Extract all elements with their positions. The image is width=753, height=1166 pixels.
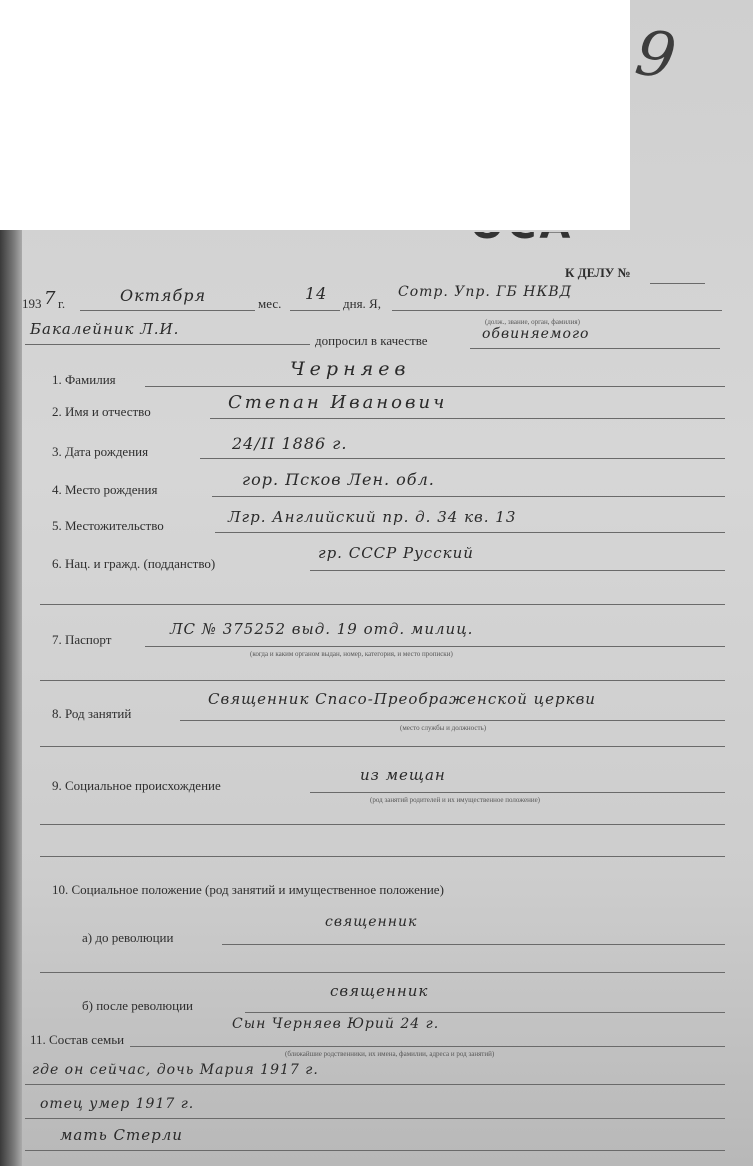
social-origin-handwritten: из мещан bbox=[360, 766, 446, 784]
blank-line bbox=[40, 604, 725, 605]
family-handwritten-3: отец умер 1917 г. bbox=[40, 1096, 195, 1112]
family-line-2 bbox=[25, 1084, 725, 1085]
binding-spine bbox=[0, 230, 22, 1166]
officer-handwritten-1: Сотр. Упр. ГБ НКВД bbox=[398, 284, 572, 300]
passport-hint: (когда и каким органом выдан, номер, категория, и место прописки) bbox=[250, 650, 453, 658]
field-number: 5. bbox=[52, 518, 62, 533]
social-origin-line bbox=[310, 792, 725, 793]
field-label: Дата рождения bbox=[65, 444, 149, 459]
field-number: 6. bbox=[52, 556, 62, 571]
month-handwritten: Октября bbox=[120, 286, 207, 305]
field-3-label bbox=[52, 444, 148, 460]
family-handwritten-1: Сын Черняев Юрий 24 г. bbox=[232, 1016, 440, 1032]
blank-line bbox=[40, 856, 725, 857]
family-line-3 bbox=[25, 1118, 725, 1119]
field-number: 11. bbox=[30, 1032, 46, 1047]
capacity-handwritten: обвиняемого bbox=[482, 326, 590, 342]
family-handwritten-4: мать Стерли bbox=[60, 1126, 183, 1144]
field-label: Социальное положение (род занятий и имущественное положение) bbox=[71, 882, 444, 897]
case-number-line bbox=[650, 283, 705, 284]
day-label: дня. Я, bbox=[343, 296, 381, 311]
family-line-4 bbox=[25, 1150, 725, 1151]
field-label: Паспорт bbox=[65, 632, 112, 647]
field-number: 2. bbox=[52, 404, 62, 419]
nationality-handwritten: гр. СССР Русский bbox=[318, 544, 474, 562]
surname-line bbox=[145, 386, 725, 387]
blank-line bbox=[40, 972, 725, 973]
field-6-label bbox=[52, 556, 215, 572]
field-2-label bbox=[52, 404, 151, 420]
birthplace-handwritten: гор. Псков Лен. обл. bbox=[242, 470, 435, 489]
year-prefix: 193 bbox=[22, 296, 42, 311]
field-number: 8. bbox=[52, 706, 62, 721]
name-line bbox=[210, 418, 725, 419]
field-10-label bbox=[52, 882, 444, 898]
passport-handwritten: ЛС № 375252 выд. 19 отд. милиц. bbox=[170, 620, 474, 638]
field-9-label bbox=[52, 778, 221, 794]
year-suffix: г. bbox=[58, 296, 66, 311]
field-label: Фамилия bbox=[65, 372, 116, 387]
month-line bbox=[80, 310, 255, 311]
field-label: Род занятий bbox=[65, 706, 132, 721]
family-hint: (ближайшие родственники, их имена, фамилии, адреса и род занятий) bbox=[285, 1050, 495, 1058]
archive-page-number: 9 bbox=[631, 15, 681, 94]
case-number-label: К ДЕЛУ № bbox=[565, 265, 631, 280]
field-number: 3. bbox=[52, 444, 62, 459]
residence-handwritten: Лгр. Английский пр. д. 34 кв. 13 bbox=[228, 508, 517, 526]
field-number: 10. bbox=[52, 882, 69, 897]
field-number: а) bbox=[82, 930, 93, 945]
officer-hint: (долж., звание, орган, фамилия) bbox=[485, 318, 580, 326]
field-5-label bbox=[52, 518, 164, 534]
field-label: Нац. и гражд. (подданство) bbox=[65, 556, 216, 571]
social-origin-hint: (род занятий родителей и их имущественное положение) bbox=[370, 796, 541, 804]
blank-line bbox=[40, 680, 725, 681]
officer-line-2 bbox=[25, 344, 310, 345]
capacity-line bbox=[470, 348, 720, 349]
occupation-handwritten: Священник Спасо-Преображенской церкви bbox=[208, 690, 596, 708]
field-number: 1. bbox=[52, 372, 62, 387]
field-11-label bbox=[30, 1032, 124, 1048]
occupation-line bbox=[180, 720, 725, 721]
field-4-label bbox=[52, 482, 157, 498]
field-label: Место рождения bbox=[65, 482, 158, 497]
occupation-hint: (место службы и должность) bbox=[400, 724, 487, 732]
year-digit: 7 bbox=[44, 288, 57, 309]
field-label: Социальное происхождение bbox=[65, 778, 221, 793]
field-number: 7. bbox=[52, 632, 62, 647]
field-label: Имя и отчество bbox=[65, 404, 151, 419]
day-handwritten: 14 bbox=[305, 284, 328, 303]
residence-line bbox=[215, 532, 725, 533]
field-label: Состав семьи bbox=[49, 1032, 125, 1047]
field-label: Местожительство bbox=[65, 518, 164, 533]
birth-date-handwritten: 24/II 1886 г. bbox=[232, 434, 348, 453]
field-8-label bbox=[52, 706, 131, 722]
field-label: до революции bbox=[95, 930, 174, 945]
field-7-label bbox=[52, 632, 111, 648]
field-number: 4. bbox=[52, 482, 62, 497]
after-revolution-line bbox=[245, 1012, 725, 1013]
field-10b-label bbox=[82, 998, 193, 1014]
blank-line bbox=[40, 746, 725, 747]
field-10a-label bbox=[82, 930, 173, 946]
birth-date-line bbox=[200, 458, 725, 459]
family-line-1 bbox=[130, 1046, 725, 1047]
surname-handwritten: Черняев bbox=[290, 358, 411, 380]
day-line bbox=[290, 310, 340, 311]
interrogated-as-label: допросил в качестве bbox=[315, 333, 428, 348]
month-label: мес. bbox=[258, 296, 282, 311]
before-revolution-handwritten: священник bbox=[325, 914, 418, 930]
birthplace-line bbox=[212, 496, 725, 497]
officer-handwritten-2: Бакалейник Л.И. bbox=[30, 320, 180, 338]
officer-line-1 bbox=[392, 310, 722, 311]
before-revolution-line bbox=[222, 944, 725, 945]
nationality-line bbox=[310, 570, 725, 571]
family-handwritten-2: где он сейчас, дочь Мария 1917 г. bbox=[32, 1062, 319, 1078]
blank-line bbox=[40, 824, 725, 825]
field-number: б) bbox=[82, 998, 93, 1013]
redacted-area bbox=[0, 0, 630, 230]
name-handwritten: Степан Иванович bbox=[228, 392, 448, 413]
after-revolution-handwritten: священник bbox=[330, 982, 429, 1000]
passport-line bbox=[145, 646, 725, 647]
field-number: 9. bbox=[52, 778, 62, 793]
field-1-label bbox=[52, 372, 116, 388]
field-label: после революции bbox=[96, 998, 193, 1013]
